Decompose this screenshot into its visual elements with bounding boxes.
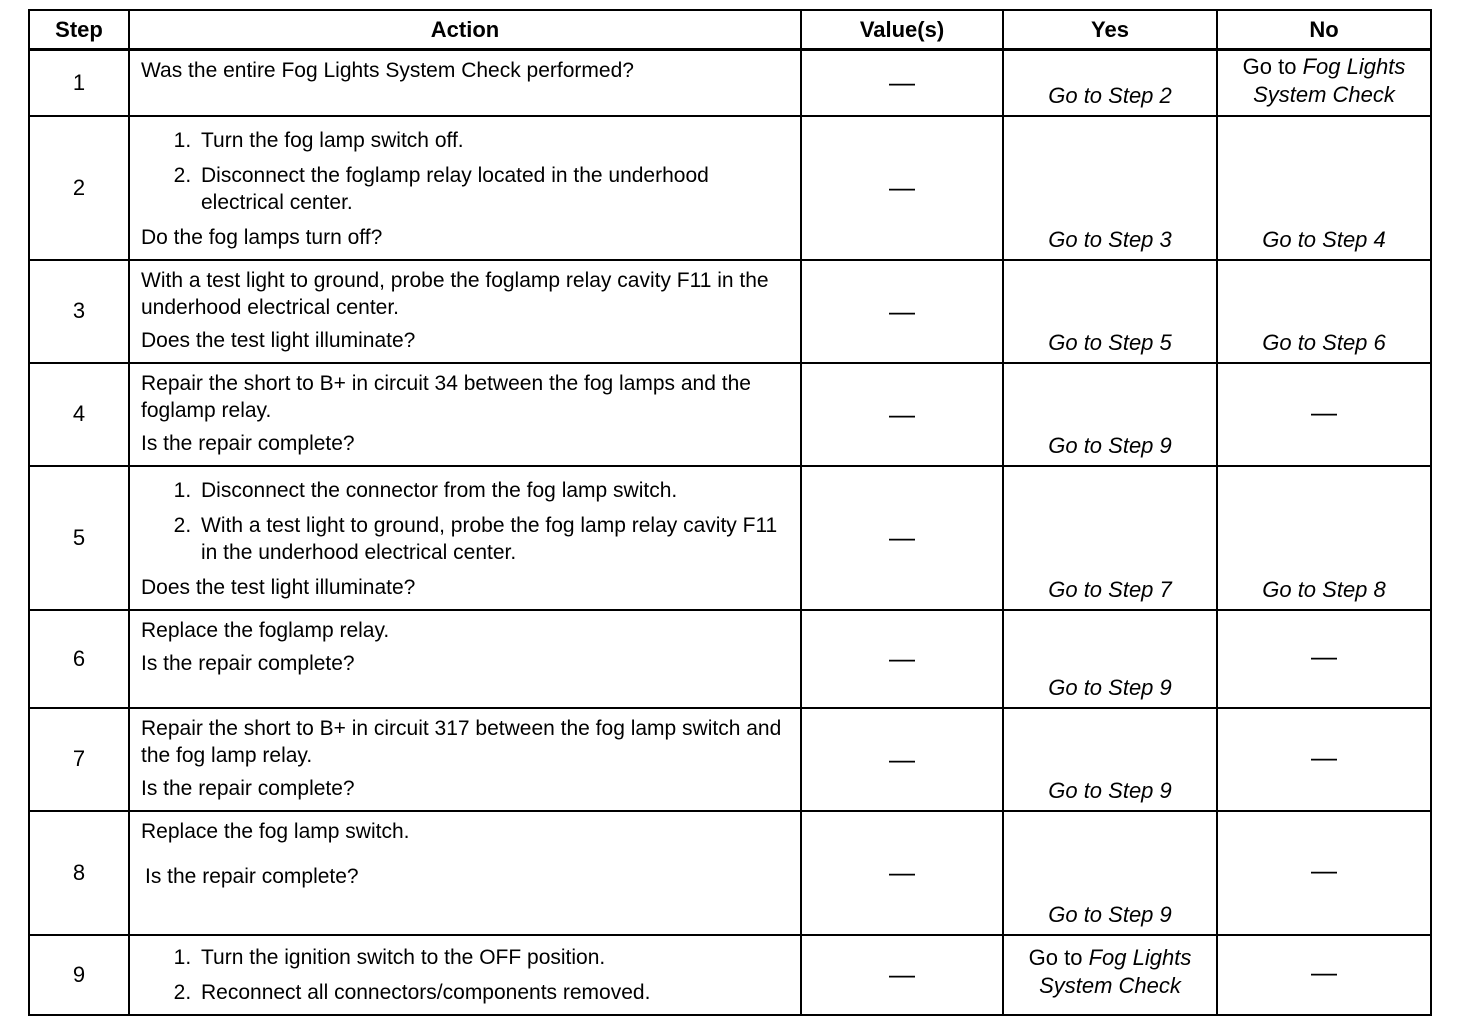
action-steps bbox=[141, 944, 790, 1006]
yes-link: Go to Step 9 bbox=[1048, 901, 1172, 927]
action-step-item: 2. With a test light to ground, probe the fog lamp relay cavity F11 in the underhood electrical center. bbox=[197, 512, 790, 566]
action-cell bbox=[129, 466, 801, 610]
table-row bbox=[29, 610, 1431, 708]
value-cell: — bbox=[801, 610, 1003, 708]
yes-cell bbox=[1003, 466, 1217, 610]
step-number: 8 bbox=[29, 811, 129, 935]
no-cell bbox=[1217, 260, 1431, 363]
no-link: Go to Step 4 bbox=[1262, 226, 1386, 252]
header-row bbox=[29, 10, 1431, 50]
value-cell: — bbox=[801, 466, 1003, 610]
value-cell: — bbox=[801, 363, 1003, 466]
action-step-item: 2. Reconnect all connectors/components removed. bbox=[197, 979, 790, 1006]
action-question: Is the repair complete? bbox=[145, 864, 359, 888]
action-steps bbox=[141, 127, 790, 216]
step-number: 6 bbox=[29, 610, 129, 708]
table-row bbox=[29, 708, 1431, 811]
action-cell bbox=[129, 260, 801, 363]
no-prefix: Go to bbox=[1242, 54, 1303, 79]
no-link: Fog Lights System Check bbox=[1253, 54, 1406, 107]
table-row bbox=[29, 935, 1431, 1015]
table-row bbox=[29, 466, 1431, 610]
header-no: No bbox=[1217, 10, 1431, 50]
action-step-item: 2. Disconnect the foglamp relay located in the underhood electrical center. bbox=[197, 162, 790, 216]
action-question: Is the repair complete? bbox=[141, 776, 355, 800]
step-number: 3 bbox=[29, 260, 129, 363]
no-cell: — bbox=[1217, 610, 1431, 708]
no-cell: — bbox=[1217, 811, 1431, 935]
value-cell: — bbox=[801, 50, 1003, 116]
no-link: Go to Step 8 bbox=[1262, 576, 1386, 602]
step-number: 9 bbox=[29, 935, 129, 1015]
diagnostic-table bbox=[28, 9, 1432, 1016]
no-cell: — bbox=[1217, 708, 1431, 811]
action-question: Does the test light illuminate? bbox=[141, 328, 416, 352]
yes-cell bbox=[1003, 50, 1217, 116]
table-row bbox=[29, 811, 1431, 935]
step-number: 4 bbox=[29, 363, 129, 466]
action-cell bbox=[129, 708, 801, 811]
header-step: Step bbox=[29, 10, 129, 50]
table-row bbox=[29, 116, 1431, 260]
no-cell bbox=[1217, 466, 1431, 610]
action-steps bbox=[141, 477, 790, 566]
table-row bbox=[29, 50, 1431, 116]
yes-cell bbox=[1003, 708, 1217, 811]
action-cell bbox=[129, 811, 801, 935]
table-row bbox=[29, 363, 1431, 466]
yes-cell bbox=[1003, 935, 1217, 1015]
action-step-item: 1. Turn the fog lamp switch off. bbox=[197, 127, 790, 154]
yes-link: Go to Step 2 bbox=[1048, 82, 1172, 108]
yes-link: Go to Step 9 bbox=[1048, 432, 1172, 458]
yes-cell bbox=[1003, 811, 1217, 935]
yes-link: Fog Lights System Check bbox=[1039, 945, 1192, 998]
action-cell bbox=[129, 116, 801, 260]
value-cell: — bbox=[801, 260, 1003, 363]
action-question: Is the repair complete? bbox=[141, 431, 355, 455]
value-cell: — bbox=[801, 708, 1003, 811]
step-number: 1 bbox=[29, 50, 129, 116]
no-cell: — bbox=[1217, 363, 1431, 466]
header-yes: Yes bbox=[1003, 10, 1217, 50]
header-action: Action bbox=[129, 10, 801, 50]
yes-link: Go to Step 5 bbox=[1048, 329, 1172, 355]
yes-link: Go to Step 9 bbox=[1048, 674, 1172, 700]
yes-link: Go to Step 7 bbox=[1048, 576, 1172, 602]
action-cell bbox=[129, 363, 801, 466]
no-cell bbox=[1217, 116, 1431, 260]
action-cell bbox=[129, 610, 801, 708]
no-cell bbox=[1217, 50, 1431, 116]
action-text: Repair the short to B+ in circuit 34 between the fog lamps and the foglamp relay. bbox=[141, 371, 751, 422]
yes-cell bbox=[1003, 363, 1217, 466]
action-step-item: 1. Disconnect the connector from the fog lamp switch. bbox=[197, 477, 790, 504]
action-text: Replace the foglamp relay. bbox=[141, 618, 390, 642]
action-step-item: 1. Turn the ignition switch to the OFF position. bbox=[197, 944, 790, 971]
no-link: Go to Step 6 bbox=[1262, 329, 1386, 355]
yes-cell bbox=[1003, 610, 1217, 708]
action-cell bbox=[129, 50, 801, 116]
step-number: 2 bbox=[29, 116, 129, 260]
action-cell bbox=[129, 935, 801, 1015]
action-text: With a test light to ground, probe the foglamp relay cavity F11 in the underhood electrical center. bbox=[141, 268, 769, 319]
step-number: 5 bbox=[29, 466, 129, 610]
action-question: Is the repair complete? bbox=[141, 651, 355, 675]
yes-cell bbox=[1003, 260, 1217, 363]
value-cell: — bbox=[801, 116, 1003, 260]
header-values: Value(s) bbox=[801, 10, 1003, 50]
value-cell: — bbox=[801, 935, 1003, 1015]
no-cell: — bbox=[1217, 935, 1431, 1015]
action-question: Do the fog lamps turn off? bbox=[141, 225, 383, 249]
yes-prefix: Go to bbox=[1028, 945, 1089, 970]
action-text: Was the entire Fog Lights System Check performed? bbox=[141, 59, 634, 82]
table-row bbox=[29, 260, 1431, 363]
action-text: Replace the fog lamp switch. bbox=[141, 819, 410, 843]
action-text: Repair the short to B+ in circuit 317 between the fog lamp switch and the fog lamp relay. bbox=[141, 716, 782, 767]
step-number: 7 bbox=[29, 708, 129, 811]
yes-link: Go to Step 3 bbox=[1048, 226, 1172, 252]
action-question: Does the test light illuminate? bbox=[141, 575, 416, 599]
yes-cell bbox=[1003, 116, 1217, 260]
yes-link: Go to Step 9 bbox=[1048, 777, 1172, 803]
value-cell: — bbox=[801, 811, 1003, 935]
